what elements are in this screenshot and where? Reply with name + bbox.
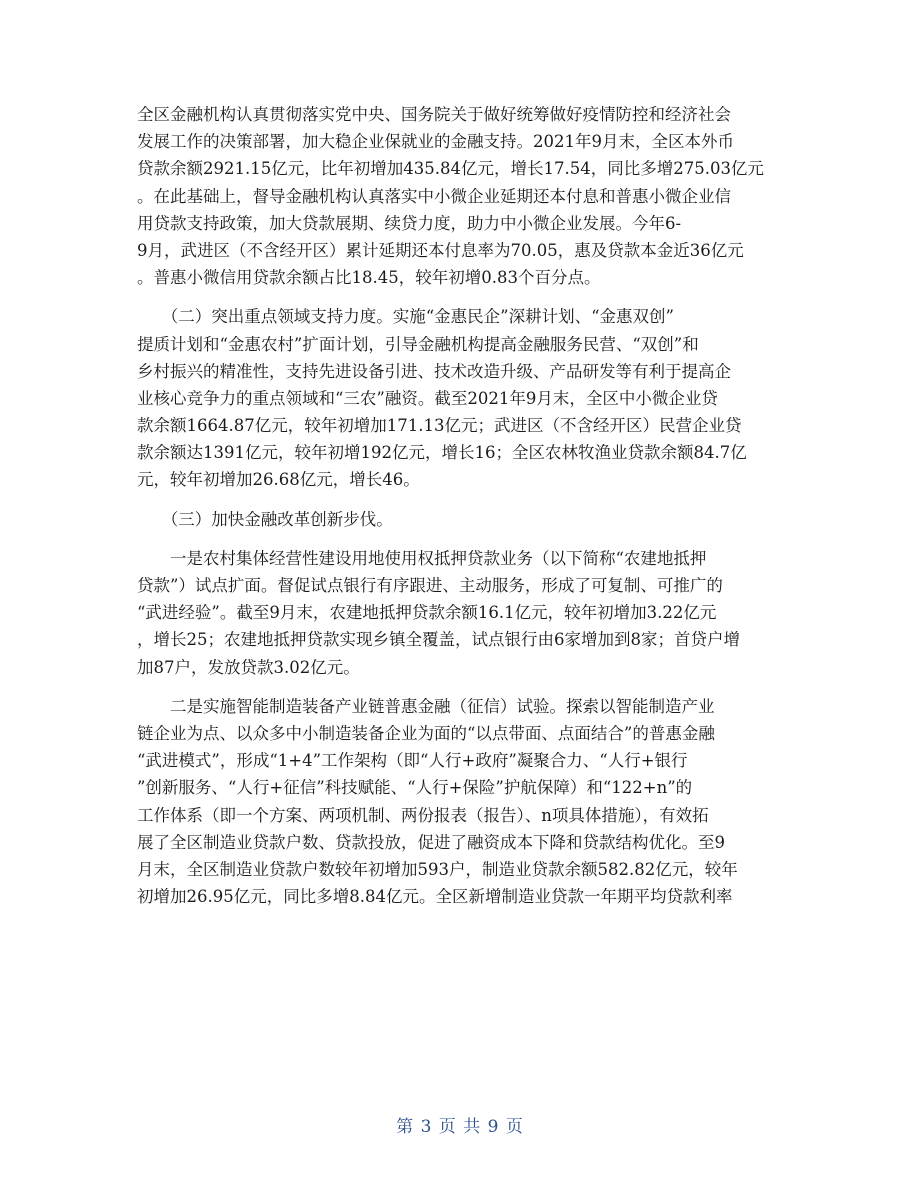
text-line: 加87户，发放贷款3.02亿元。 (137, 657, 360, 677)
text-line: 。在此基础上，督导金融机构认真落实中小微企业延期还本付息和普惠小微企业信 (137, 186, 731, 206)
text-line: 链企业为点、以众多中小制造装备企业为面的“以点带面、点面结合”的普惠金融 (137, 723, 715, 743)
text-line: ，增长25；农建地抵押贷款实现乡镇全覆盖，试点银行由6家增加到8家；首贷户增 (137, 630, 740, 650)
text-line: 初增加26.95亿元，同比多增8.84亿元。全区新增制造业贷款一年期平均贷款利率 (137, 887, 733, 907)
text-line: 工作体系（即一个方案、两项机制、两份报表（报告）、n项具体措施），有效拓 (137, 805, 709, 825)
text-line: 全区金融机构认真贯彻落实党中央、国务院关于做好统筹做好疫情防控和经济社会 (137, 105, 731, 124)
text-line: “武进模式”，形成“1+4”工作架构（即“人行+政府”凝聚合力、“人行+银行 (137, 751, 688, 771)
text-line: “武进经验”。截至9月末，农建地抵押贷款余额16.1亿元，较年初增加3.22亿元 (137, 603, 717, 623)
text-line: 款余额达1391亿元，较年初增192亿元，增长16；全区农林牧渔业贷款余额84.7亿 (137, 443, 747, 463)
text-line: 款余额1664.87亿元，较年初增加171.13亿元；武进区（不含经开区）民营企业贷 (137, 416, 742, 436)
paragraph (137, 693, 783, 911)
paragraph (137, 101, 783, 291)
text-line: 乡村振兴的精准性，支持先进设备引进、技术改造升级、产品研发等有利于提高企 (137, 361, 731, 381)
text-line: 。普惠小微信用贷款余额占比18.45，较年初增0.83个百分点。 (137, 268, 601, 288)
text-line: 一是农村集体经营性建设用地使用权抵押贷款业务（以下简称“农建地抵押 (137, 548, 707, 568)
text-line: 二是实施智能制造装备产业链普惠金融（征信）试验。探索以智能制造产业 (137, 696, 715, 716)
text-line: 业核心竞争力的重点领域和“三农”融资。截至2021年9月末，全区中小微企业贷 (137, 388, 718, 408)
text-line: （二）突出重点领域支持力度。实施“金惠民企”深耕计划、“金惠双创” (137, 307, 674, 327)
text-line: 用贷款支持政策，加大贷款展期、续贷力度，助力中小微企业发展。今年6- (137, 213, 682, 233)
paragraph-spacing (137, 533, 783, 545)
text-line: 贷款”）试点扩面。督促试点银行有序跟进、主动服务，形成了可复制、可推广的 (137, 576, 723, 595)
paragraph-spacing (137, 681, 783, 693)
paragraph-spacing (137, 494, 783, 506)
paragraph (137, 545, 783, 681)
text-line: 展了全区制造业贷款户数、贷款投放，促进了融资成本下降和贷款结构优化。至9 (137, 832, 725, 852)
paragraph-spacing (137, 291, 783, 303)
paragraph (137, 506, 783, 533)
text-line: 发展工作的决策部署，加大稳企业保就业的金融支持。2021年9月末，全区本外币 (137, 132, 734, 152)
paragraph (137, 303, 783, 493)
page-number-footer: 第 3 页 共 9 页 (396, 1117, 524, 1137)
text-line: 9月，武进区（不含经开区）累计延期还本付息率为70.05，惠及贷款本金近36亿元 (137, 240, 744, 260)
document-body (137, 101, 783, 910)
text-line: 贷款余额2921.15亿元，比年初增加435.84亿元，增长17.54，同比多增275.03亿元 (137, 159, 764, 179)
text-line: 月末，全区制造业贷款户数较年初增加593户，制造业贷款余额582.82亿元，较年 (137, 859, 738, 879)
text-line: 元，较年初增加26.68亿元，增长46。 (137, 470, 420, 490)
text-line: （三）加快金融改革创新步伐。 (137, 509, 393, 529)
text-line: 提质计划和“金惠农村”扩面计划，引导金融机构提高金融服务民营、“双创”和 (137, 334, 699, 354)
text-line: ”创新服务、“人行+征信”科技赋能、“人行+保险”护航保障）和“122+n”的 (137, 778, 693, 798)
